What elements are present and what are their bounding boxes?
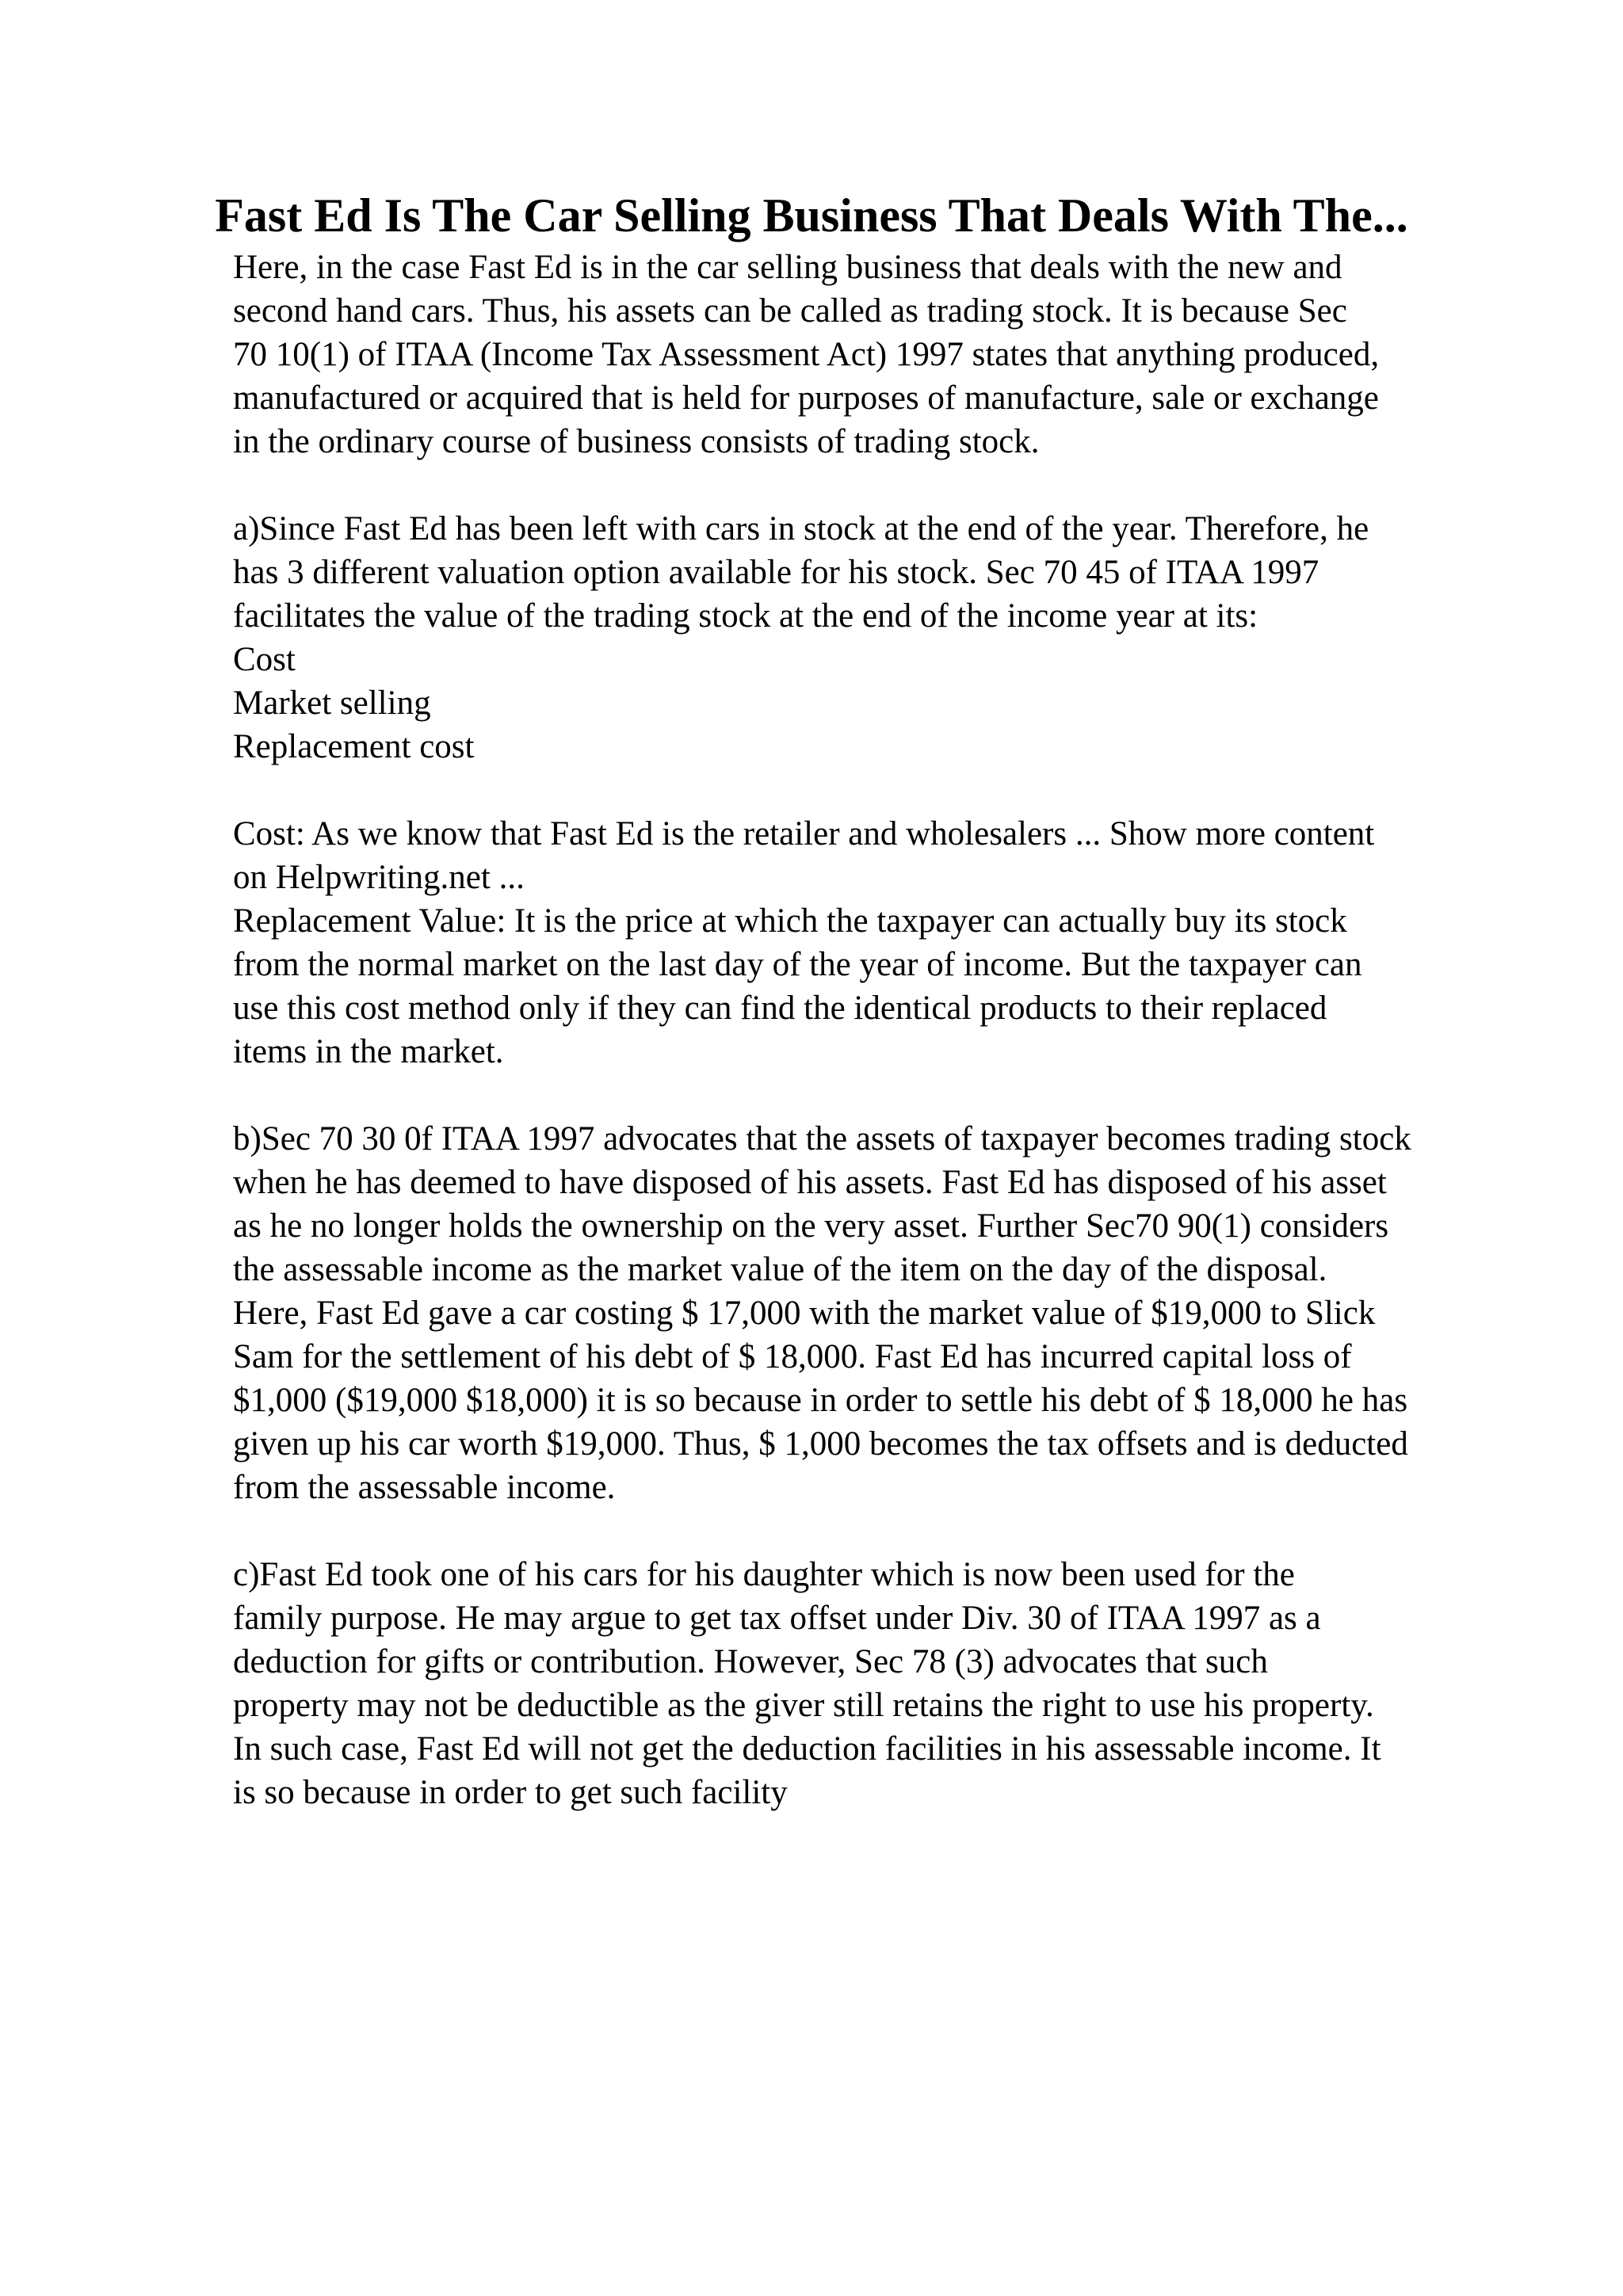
paragraph-replacement-value xyxy=(233,899,1564,1074)
text-line: when he has deemed to have disposed of his assets. Fast Ed has disposed of his asset xyxy=(233,1164,1387,1201)
text-line: b)Sec 70 30 0f ITAA 1997 advocates that the assets of taxpayer becomes trading stock xyxy=(233,1120,1411,1158)
text-line: is so because in order to get such facility xyxy=(233,1774,788,1811)
text-line: items in the market. xyxy=(233,1033,504,1070)
text-line: Sam for the settlement of his debt of $ 18,000. Fast Ed has incurred capital loss of xyxy=(233,1338,1352,1375)
text-line: Here, Fast Ed gave a car costing $ 17,000 with the market value of $19,000 to Slick xyxy=(233,1295,1376,1332)
paragraph-intro xyxy=(233,246,1564,463)
text-line: manufactured or acquired that is held for purposes of manufacture, sale or exchange xyxy=(233,379,1379,417)
text-line: c)Fast Ed took one of his cars for his daughter which is now been used for the xyxy=(233,1556,1295,1593)
document-body xyxy=(233,246,1564,1858)
paragraph-c xyxy=(233,1553,1564,1814)
text-line: In such case, Fast Ed will not get the deduction facilities in his assessable income. It xyxy=(233,1730,1381,1768)
text-line: $1,000 ($19,000 $18,000) it is so because in order to settle his debt of $ 18,000 he has xyxy=(233,1382,1408,1419)
text-line: on Helpwriting.net ... xyxy=(233,859,525,896)
paragraph-a xyxy=(233,507,1564,769)
text-line: as he no longer holds the ownership on the very asset. Further Sec70 90(1) considers xyxy=(233,1207,1389,1245)
text-line: deduction for gifts or contribution. However, Sec 78 (3) advocates that such xyxy=(233,1643,1268,1680)
text-line: Here, in the case Fast Ed is in the car selling business that deals with the new and xyxy=(233,249,1342,286)
text-line: 70 10(1) of ITAA (Income Tax Assessment Act) 1997 states that anything produced, xyxy=(233,336,1380,373)
text-line: from the normal market on the last day of the year of income. But the taxpayer can xyxy=(233,946,1362,983)
text-line: Cost xyxy=(233,641,296,678)
text-line: facilitates the value of the trading stock at the end of the income year at its: xyxy=(233,597,1258,635)
text-line: the assessable income as the market value of the item on the day of the disposal. xyxy=(233,1251,1327,1288)
text-line: Cost: As we know that Fast Ed is the retailer and wholesalers ... Show more content xyxy=(233,815,1375,852)
text-line: Replacement cost xyxy=(233,728,475,765)
paragraph-b xyxy=(233,1117,1564,1509)
text-line: in the ordinary course of business consists of trading stock. xyxy=(233,423,1040,460)
paragraph-cost xyxy=(233,812,1564,899)
text-line: second hand cars. Thus, his assets can be called as trading stock. It is because Sec xyxy=(233,292,1347,330)
document-title: Fast Ed Is The Car Selling Business That Deals With The... xyxy=(215,189,1408,242)
text-line: family purpose. He may argue to get tax offset under Div. 30 of ITAA 1997 as a xyxy=(233,1600,1321,1637)
text-line: property may not be deductible as the giver still retains the right to use his property. xyxy=(233,1687,1374,1724)
text-line: use this cost method only if they can find the identical products to their replaced xyxy=(233,990,1327,1027)
text-line: Replacement Value: It is the price at which the taxpayer can actually buy its stock xyxy=(233,902,1347,940)
text-line: has 3 different valuation option available for his stock. Sec 70 45 of ITAA 1997 xyxy=(233,554,1319,591)
text-line: from the assessable income. xyxy=(233,1469,616,1506)
text-line: given up his car worth $19,000. Thus, $ 1,000 becomes the tax offsets and is deducted xyxy=(233,1425,1408,1463)
text-line: a)Since Fast Ed has been left with cars in stock at the end of the year. Therefore, he xyxy=(233,510,1369,547)
text-line: Market selling xyxy=(233,685,431,722)
